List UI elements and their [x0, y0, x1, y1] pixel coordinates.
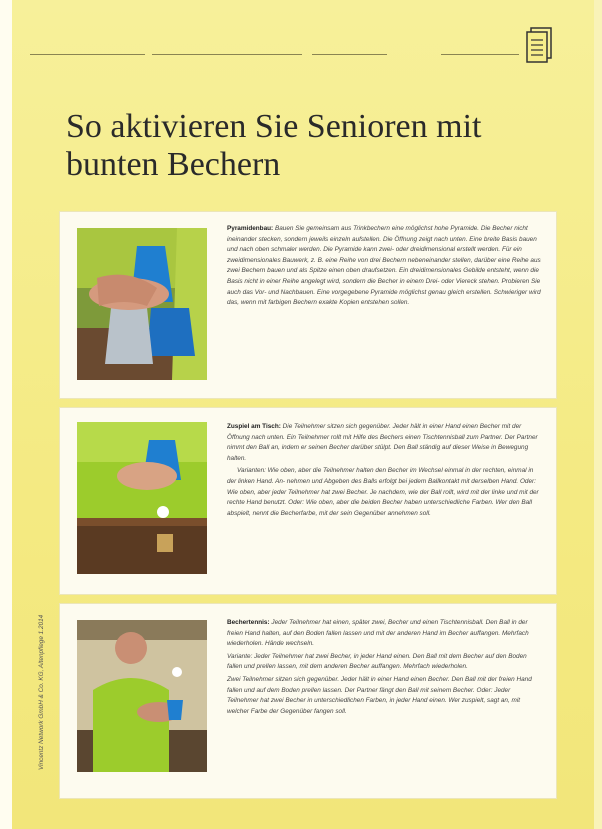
section-card-bechertennis: [60, 604, 556, 798]
section-text: [227, 224, 541, 311]
photo-table-ball: [77, 422, 207, 574]
header-rule: [30, 54, 145, 55]
image-credit: Vincentz Network GmbH & Co. KG, Altenpflege 1.2014: [38, 614, 45, 770]
section-card-zuspiel: [60, 408, 556, 594]
paper-edge: [0, 0, 12, 829]
section-paragraph: Varianten: Wie oben, aber die Teilnehmer halten den Becher im Wechsel einmal in der rechten, einmal in der linken Hand. An- nehmen und Abgeben des Balls erfolgt bei jedem Ballkontakt mit derselben Hand. Oder: Wie oben, aber jeder Teilnehmer hat zwei Becher. Je nachdem, wie der Ball rollt, wird mit der linke und mit der rechte Hand benutzt. Oder: Wie oben, aber die beiden Becher haben unterschiedliche Farben. Wer den Ball abspielt, nennt die Becherfarbe, mit der sein Gegenüber annehmen soll.: [227, 467, 539, 517]
section-heading: Pyramidenbau:: [227, 225, 274, 232]
section-card-pyramidenbau: [60, 212, 556, 398]
section-heading: Zuspiel am Tisch:: [227, 423, 281, 430]
document-icon: [525, 26, 555, 66]
photo-bechertennis: [77, 620, 207, 772]
section-paragraph: Die Teilnehmer sitzen sich gegenüber. Jeder hält in einer Hand einen Becher mit der Öffnung nach unten. Ein Teilnehmer rollt mit Hilfe des Bechers einen Tischtennisball zum Partner. Der Partner nimmt den Ball an, indem er seinen Becher darüber stülpt. Den Ball ständig auf dieser Weise in Bewegung halten.: [227, 423, 538, 462]
paper-edge-right: [594, 0, 602, 829]
header-rule: [441, 54, 519, 55]
section-paragraph: Bauen Sie gemeinsam aus Trinkbechern eine möglichst hohe Pyramide. Die Becher nicht ineinander stecken, sondern jeweils einzeln aufstellen. Die Öffnung zeigt nach unten. Eine breite Basis bauen und nach oben schmaler werden. Die Pyramide kann zwei- oder dreidimensional erstellt werden. Für ein zweidimensionales Bauwerk, z. B. eine Reihe von drei Bechern nebeneinander stellen, darüber eine Reihe aus zwei Bechern bauen und als Spitze einen oben draufsetzen. Ein dreidimensionales Gebilde entsteht, wenn die Basis nicht in einer Reihe angelegt wird, sondern die Becher in einem Drei- oder Viereck stehen. Probieren Sie auch das Vor- und Nachbauen. Eine vorgegebene Pyramide möglichst genau gleich erstellen. Schwieriger wird das, wenn mit farbigen Bechern exakte Kopien entstehen sollen.: [227, 225, 541, 307]
photo-stacking-cups: [77, 228, 207, 380]
section-paragraph: Jeder Teilnehmer hat einen, später zwei, Becher und einen Tischtennisball. Den Ball in der freien Hand halten, auf den Boden fallen lassen und mit der anderen Hand im Becher auffangen. Mehrfach wiederholen. Hände wechseln.: [227, 619, 529, 648]
section-paragraph: Variante: Jeder Teilnehmer hat zwei Becher, in jeder Hand einen. Den Ball mit dem Becher auf den Boden fallen und prellen lassen, mit dem anderen Becher auffangen. Mehrfach wiederholen.: [227, 652, 527, 671]
header-rule: [152, 54, 302, 55]
section-heading: Bechertennis:: [227, 619, 270, 626]
section-text: [227, 422, 541, 521]
header-rule: [312, 54, 387, 55]
section-text: [227, 618, 541, 719]
page-title: So aktivieren Sie Senioren mit bunten Bechern: [66, 108, 482, 183]
section-paragraph: Zwei Teilnehmer sitzen sich gegenüber. Jeder hält in einer Hand einen Becher. Den Ball mit der freien Hand fallen und auf dem Boden prellen lassen. Der Partner fängt den Ball mit seinem Becher. Oder: Jeder Teilnehmer hat zwei Becher in unterschiedlichen Farben, in jeder Hand einen. Wer zuspielt, sagt an, mit welcher Farbe der Gegenüber fangen soll.: [227, 675, 532, 715]
